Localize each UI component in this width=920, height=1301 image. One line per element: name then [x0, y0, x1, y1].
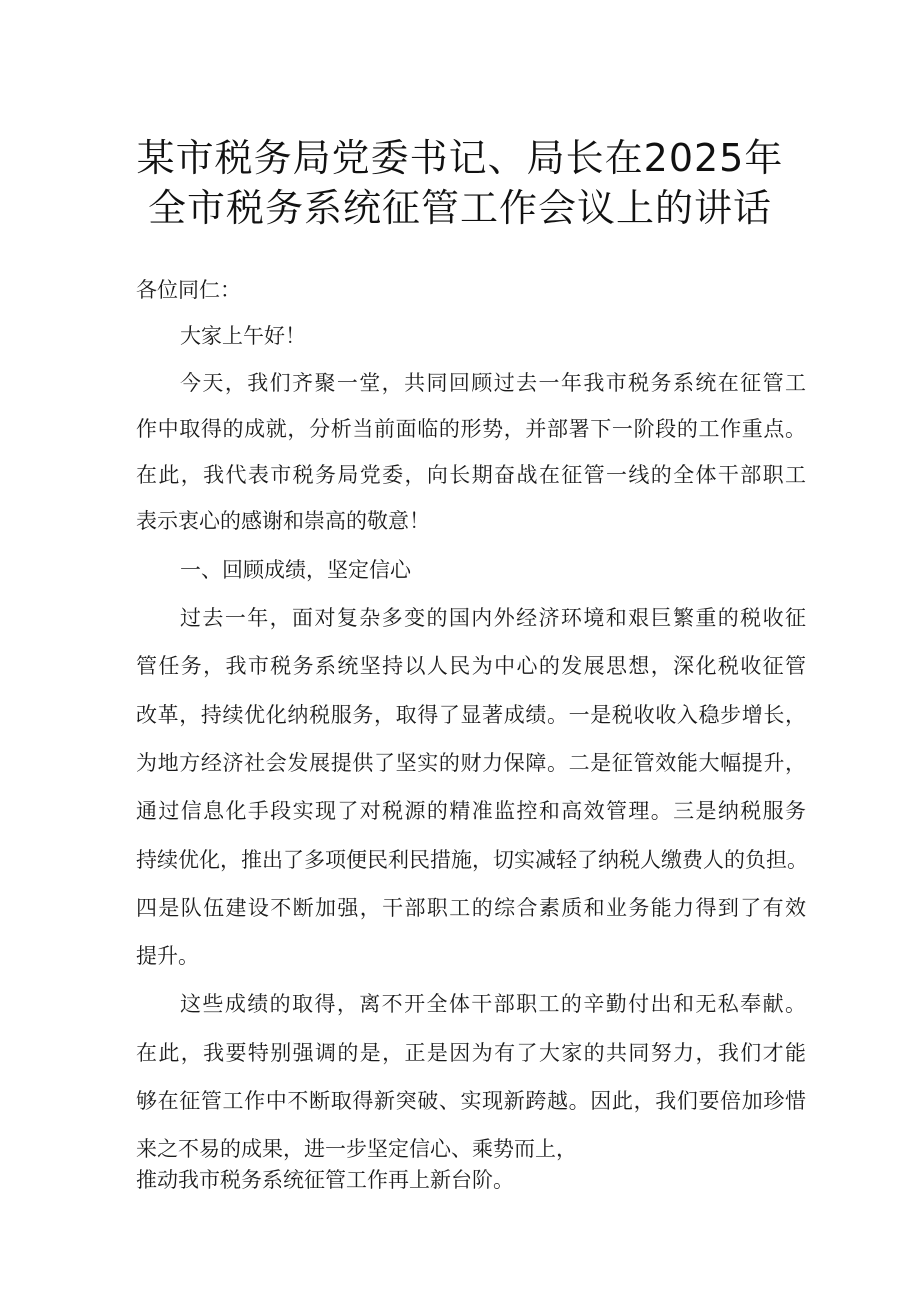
greeting: 大家上午好！	[180, 324, 306, 348]
salutation: 各位同仁：	[136, 278, 241, 302]
paragraph-line: 持续优化，推出了多项便民利民措施，切实减轻了纳税人缴费人的负担。	[136, 848, 808, 872]
paragraph-line: 在此，我要特别强调的是，正是因为有了大家的共同努力，我们才能	[136, 1041, 806, 1065]
document-title-line-1: 某市税务局党委书记、局长在2025年	[136, 136, 784, 180]
paragraph-line: 通过信息化手段实现了对税源的精准监控和高效管理。三是纳税服务	[136, 799, 806, 823]
paragraph-line: 改革，持续优化纳税服务，取得了显著成绩。一是税收收入稳步增长，	[136, 703, 806, 727]
paragraph-line: 为地方经济社会发展提供了坚实的财力保障。二是征管效能大幅提升，	[136, 751, 806, 775]
paragraph-line: 推动我市税务系统征管工作再上新台阶。	[136, 1168, 514, 1192]
paragraph-line: 四是队伍建设不断加强，干部职工的综合素质和业务能力得到了有效	[136, 896, 806, 920]
paragraph-line: 这些成绩的取得，离不开全体干部职工的辛勤付出和无私奉献。	[180, 992, 806, 1016]
paragraph-line: 够在征管工作中不断取得新突破、实现新跨越。因此，我们要倍加珍惜	[136, 1089, 806, 1113]
paragraph-line: 管任务，我市税务系统坚持以人民为中心的发展思想，深化税收征管	[136, 654, 806, 678]
paragraph-line: 表示衷心的感谢和崇高的敬意！	[136, 509, 430, 533]
paragraph-line: 来之不易的成果，进一步坚定信心、乘势而上，	[136, 1137, 577, 1161]
paragraph-line: 作中取得的成就，分析当前面临的形势，并部署下一阶段的工作重点。	[136, 417, 806, 441]
paragraph-line: 在此，我代表市税务局党委，向长期奋战在征管一线的全体干部职工	[136, 463, 806, 487]
paragraph-line: 过去一年，面对复杂多变的国内外经济环境和艰巨繁重的税收征	[180, 606, 806, 630]
document-title-line-2: 全市税务系统征管工作会议上的讲话	[147, 186, 772, 230]
paragraph-line: 提升。	[136, 944, 199, 968]
paragraph-line: 今天，我们齐聚一堂，共同回顾过去一年我市税务系统在征管工	[180, 371, 806, 395]
section-heading: 一、回顾成绩，坚定信心	[180, 558, 411, 582]
